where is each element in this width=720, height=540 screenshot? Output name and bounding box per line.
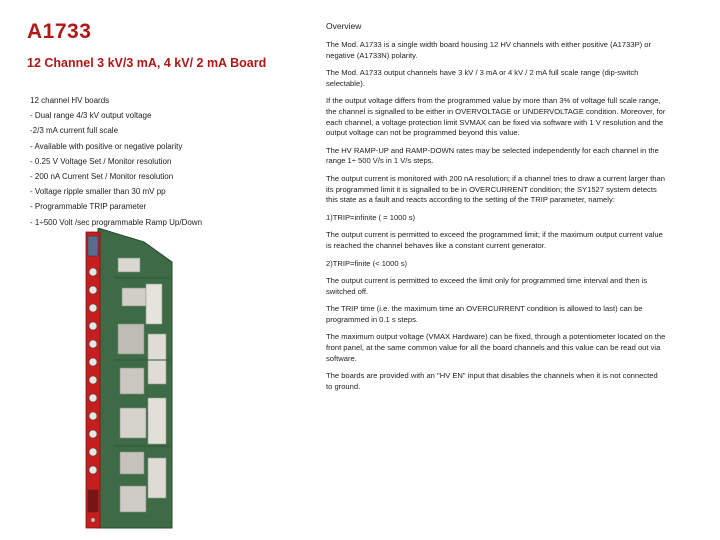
feature-item: - 1÷500 Volt /sec programmable Ramp Up/Down <box>30 217 203 227</box>
board-component <box>146 284 162 324</box>
board-component <box>148 458 166 498</box>
feature-item: - 0.25 V Voltage Set / Monitor resolution <box>30 156 172 166</box>
overview-paragraph: 1)TRIP=infinite ( = 1000 s) <box>326 212 416 222</box>
board-component <box>120 368 144 394</box>
overview-paragraph: The Mod. A1733 output channels have 3 kV / 3 mA or 4 kV / 2 mA full scale range (dip-switch selectable). <box>326 68 639 88</box>
board-component <box>120 486 146 512</box>
board-connector <box>89 466 97 474</box>
board-connector <box>89 304 97 312</box>
board-component <box>148 398 166 444</box>
board-component <box>118 324 144 354</box>
board-component <box>120 452 144 474</box>
board-connector <box>89 394 97 402</box>
board-connector <box>89 376 97 384</box>
overview-heading: Overview <box>326 21 362 31</box>
board-component <box>122 288 146 306</box>
board-connector <box>89 268 97 276</box>
board-connector <box>89 358 97 366</box>
feature-item: - 200 nA Current Set / Monitor resolution <box>30 172 174 182</box>
feature-item: 12 channel HV boards <box>30 96 110 105</box>
page-title: A1733 <box>27 20 92 43</box>
overview-paragraph: The Mod. A1733 is a single width board housing 12 HV channels with either positive (A1733P) or negative (A1733N) polarity. <box>326 40 652 60</box>
board-connector <box>89 412 97 420</box>
feature-item: - Available with positive or negative polarity <box>30 141 183 151</box>
overview-paragraph: The output current is permitted to exceed the programmed limit; if the maximum output current value is reached the channel behaves like a constant current generator. <box>326 230 663 250</box>
feature-item: -2/3 mA current full scale <box>30 126 119 136</box>
overview-paragraph: The HV RAMP-UP and RAMP-DOWN rates may be selected independently for each channel in the range 1÷ 500 V/s in 1 V/s steps. <box>326 145 659 166</box>
overview-paragraph: The TRIP time (i.e. the maximum time an OVERCURRENT condition is allowed to last) can be programmed in 0.1 s steps. <box>326 304 643 324</box>
board-handle <box>88 236 98 256</box>
feature-list <box>30 93 202 230</box>
feature-item: - Dual range 4/3 kV output voltage <box>30 111 152 121</box>
overview-text <box>326 40 666 399</box>
overview-paragraph: The maximum output voltage (VMAX Hardware) can be fixed, through a potentiometer located on the front panel, at the same common value for all the board channels and this value can be read out via software. <box>326 332 666 363</box>
overview-paragraph: If the output voltage differs from the programmed value by more than 3% of voltage full scale range, the channel is signalled to be either in OVERVOLTAGE or UNDERVOLTAGE condition. Moreover, for each channel, a voltage protection limit SVMAX can be fixed via software with 1 V resolution and the output voltage can not be programmed beyond this value. <box>326 96 666 138</box>
board-photo <box>84 228 174 532</box>
board-component <box>120 408 146 438</box>
board-connector <box>89 286 97 294</box>
board-connector <box>89 340 97 348</box>
board-handle <box>88 490 98 512</box>
board-screw <box>91 518 95 522</box>
overview-paragraph: The boards are provided with an "HV EN" input that disables the channels when it is not connected to ground. <box>326 371 658 391</box>
overview-paragraph: The output current is monitored with 200 nA resolution; if a channel tries to draw a current larger than its programmed limit it is signalled to be in OVERCURRENT condition; the SY1527 system detects this state as a fault and reacts according to the setting of the TRIP parameter, namely: <box>326 173 665 205</box>
feature-item: - Programmable TRIP parameter <box>30 202 147 212</box>
board-connector <box>89 322 97 330</box>
board-component <box>148 334 166 384</box>
overview-paragraph: 2)TRIP=finite (< 1000 s) <box>326 258 408 268</box>
board-component <box>118 258 140 272</box>
board-connector <box>89 430 97 438</box>
feature-item: - Voltage ripple smaller than 30 mV pp <box>30 187 166 197</box>
page-subtitle: 12 Channel 3 kV/3 mA, 4 kV/ 2 mA Board <box>27 56 267 70</box>
board-connector <box>89 448 97 456</box>
overview-paragraph: The output current is permitted to exceed the limit only for programmed time interval and then is switched off. <box>326 276 648 296</box>
